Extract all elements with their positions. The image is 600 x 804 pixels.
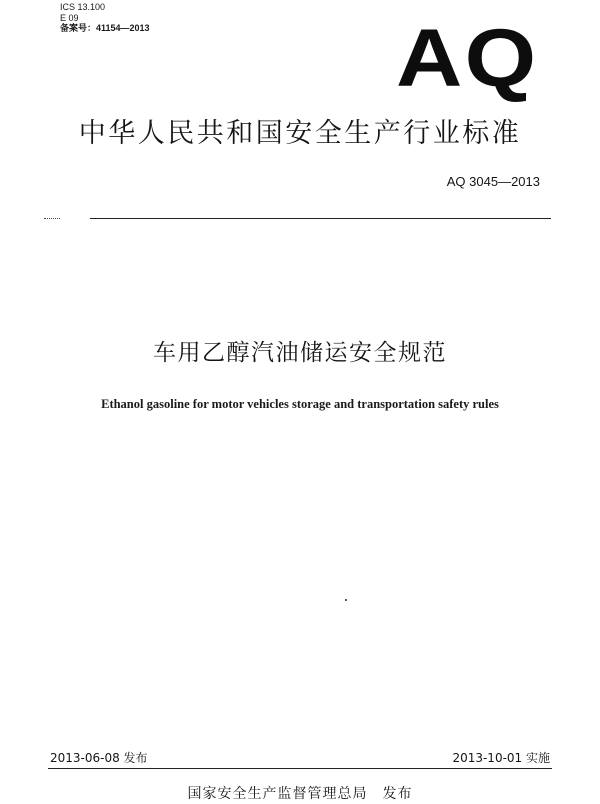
scan-speck <box>345 599 347 601</box>
divider-dash <box>44 218 60 219</box>
aq-logo: AQ <box>396 13 539 104</box>
issue-date: 2013-06-08 发布 <box>50 751 148 765</box>
footer-divider <box>48 768 552 769</box>
standard-number: AQ 3045—2013 <box>446 174 540 189</box>
filing-number: 备案号：41154—2013 <box>60 23 150 33</box>
document-title-cn: 车用乙醇汽油储运安全规范 <box>153 340 447 366</box>
standard-category-title: 中华人民共和国安全生产行业标准 <box>78 118 522 149</box>
ics-code: ICS 13.100 <box>60 2 106 12</box>
header-divider <box>90 218 551 219</box>
classification-block <box>60 2 150 34</box>
document-title-en: Ethanol gasoline for motor vehicles storage and transportation safety rules <box>101 397 499 411</box>
issuing-authority: 国家安全生产监督管理总局 发布 <box>187 786 413 802</box>
ccs-code: E 09 <box>60 12 79 23</box>
implementation-date: 2013-10-01 实施 <box>452 751 550 765</box>
